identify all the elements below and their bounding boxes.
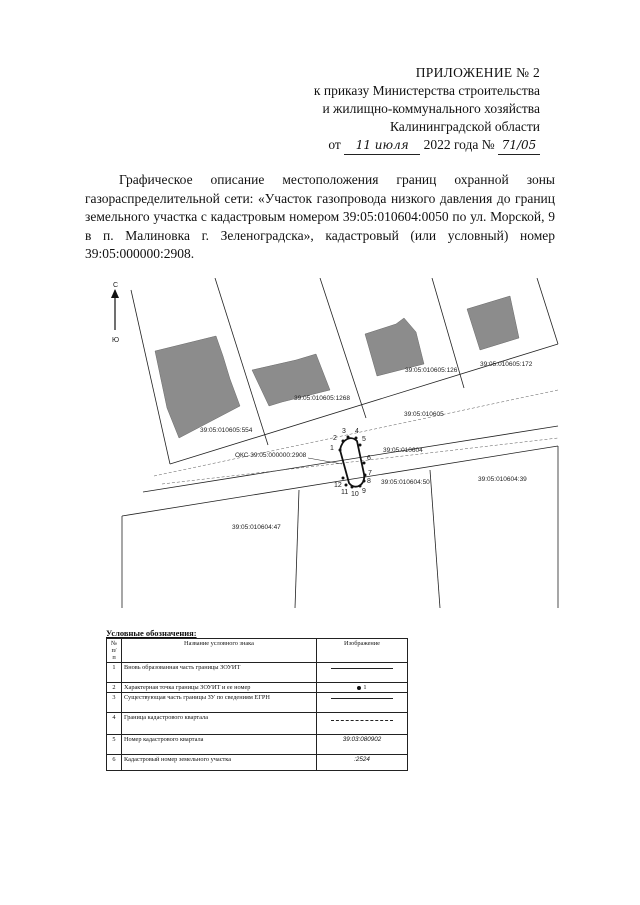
header-num: № п/ п [107,639,122,663]
order-line-2: и жилищно-коммунального хозяйства [322,101,540,116]
label-quarter-604: 39:05:010604 [383,447,423,454]
legend-row-name: Кадастровый номер земельного участка [122,755,317,771]
legend [106,628,408,771]
legend-symbol-parcel-number: :2524 [317,755,408,771]
legend-row [107,693,408,713]
point-label-12: 12 [334,482,342,489]
legend-row [107,735,408,755]
legend-row [107,713,408,735]
point-label-5: 5 [362,436,366,443]
label-p47: 39:05:010604:47 [232,524,281,531]
point-label-9: 9 [362,488,366,495]
legend-row-name: Номер кадастрового квартала [122,735,317,755]
boundary-line-icon [331,698,393,699]
legend-symbol-new-boundary [317,663,408,683]
handwritten-number: 71/05 [498,136,540,155]
point-label-8: 8 [367,478,371,485]
point-label-11: 11 [341,489,349,496]
label-p1268: 39:05:010605:1268 [294,395,351,402]
legend-row-num: 3 [107,693,122,713]
label-p172: 39:05:010605:172 [480,361,533,368]
north-label: С [113,282,119,289]
label-oks: ОКС 39:05:000000:2908 [235,452,307,459]
legend-row-name: Существующая часть границы ЗУ по сведениям ЕГРН [122,693,317,713]
legend-row-num: 2 [107,683,122,693]
handwritten-date: 11 июля [344,136,420,155]
south-label: Ю [112,337,120,344]
site-plan [102,278,560,608]
label-p50: 39:05:010604:50 [381,479,430,486]
legend-row-name: Характерная точка границы ЗОУИТ и ее номер [122,683,317,693]
point-label-6: 6 [367,455,371,462]
order-line-1: к приказу Министерства строительства [313,83,540,98]
legend-row [107,683,408,693]
header-name: Название условного знака [122,639,317,663]
header-image: Изображение [317,639,408,663]
north-arrow-icon [111,282,119,344]
point-label-2: 2 [333,435,337,442]
plan-labels [200,361,533,531]
appendix-title: ПРИЛОЖЕНИЕ № 2 [415,65,540,80]
legend-symbol-existing-boundary [317,693,408,713]
point-label-3: 3 [342,428,346,435]
legend-symbol-quarter-boundary [317,713,408,735]
legend-row-num: 6 [107,755,122,771]
point-label-10: 10 [351,491,359,498]
dashed-line-icon [331,720,393,721]
legend-row-num: 1 [107,663,122,683]
label-p126: 39:05:010605:126 [405,367,458,374]
label-p39: 39:05:010604:39 [478,476,527,483]
legend-symbol-point [317,683,408,693]
label-p554: 39:05:010605:554 [200,427,253,434]
site-plan-drawing [102,278,560,608]
legend-header-row [107,639,408,663]
legend-row-num: 5 [107,735,122,755]
point-dot-icon [357,686,361,690]
legend-symbol-quarter-number: 39:03:080902 [317,735,408,755]
document-header [260,64,540,155]
from-label: от [328,137,341,152]
year-text: 2022 года № [423,137,495,152]
order-date-line [260,136,540,155]
label-quarter-605: 39:05:010605 [404,411,444,418]
legend-row [107,755,408,771]
point-label-7: 7 [368,470,372,477]
legend-row-name: Граница кадастрового квартала [122,713,317,735]
legend-table [106,638,408,771]
point-label-4: 4 [355,428,359,435]
legend-point-number: 1 [363,684,367,691]
solid-line-icon [331,668,393,669]
point-label-1: 1 [330,445,334,452]
zone-description: Графическое описание местоположения границ охранной зоны газораспределительной сети: «Участок газопровода низкого давления до границ земельного участка с кадастровым номером 39:05:010604:0050 по ул. Морской, 9 в п. Малиновка г. Зеленоградска», кадастровый (или условный) номер 39:05:000000:2908. [85,172,555,262]
legend-title: Условные обозначения: [106,628,197,638]
legend-row [107,663,408,683]
legend-row-num: 4 [107,713,122,735]
buildings [155,296,519,438]
order-line-3: Калининградской области [389,119,540,134]
legend-row-name: Вновь образованная часть границы ЗОУИТ [122,663,317,683]
